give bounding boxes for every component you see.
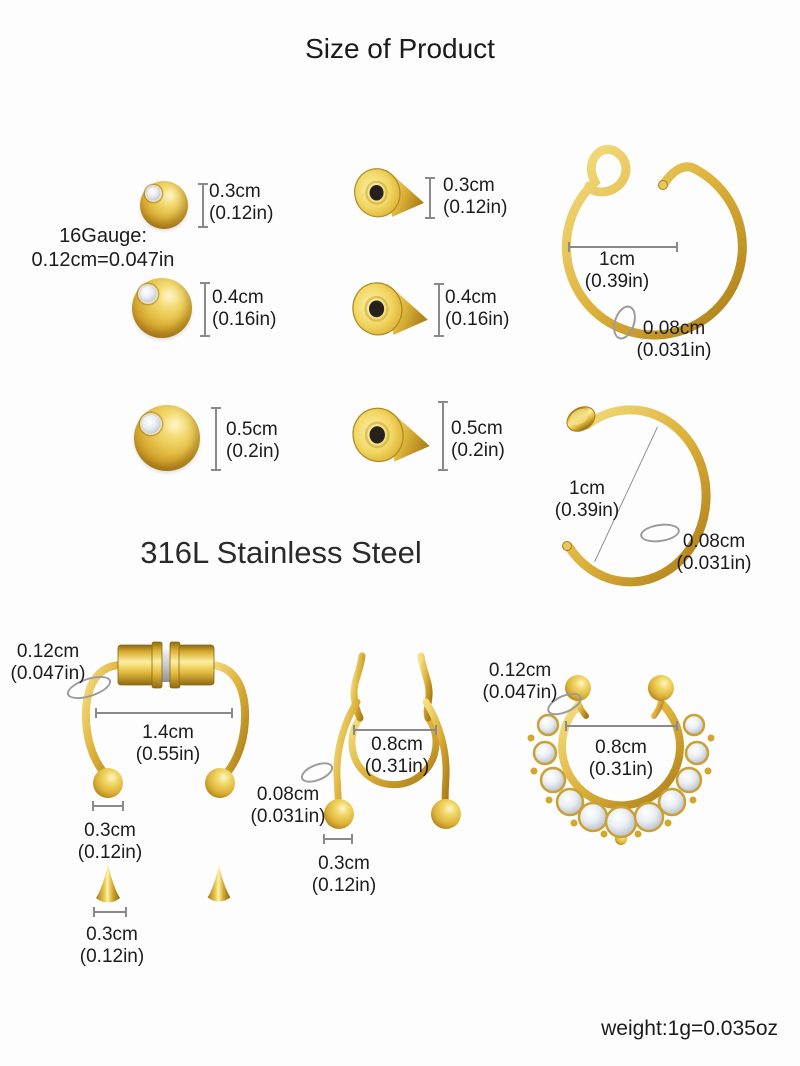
cone-large-size-inch: (0.2in) xyxy=(451,440,505,462)
cone-small-size-label xyxy=(443,175,507,220)
hoop-mid-wire-inch: (0.031in) xyxy=(676,553,752,575)
clip-ball-label xyxy=(299,853,389,898)
ball-large-size-inch: (0.2in) xyxy=(226,441,280,463)
measure-line-clip-inner xyxy=(353,729,437,731)
measure-line-cone-large xyxy=(442,401,444,471)
cone-medium xyxy=(348,277,432,339)
cone-large-size-cm: 0.5cm xyxy=(451,418,503,439)
ball-small-size-cm: 0.3cm xyxy=(209,181,261,202)
clip-inner-cm: 0.8cm xyxy=(371,734,423,755)
ball-medium xyxy=(132,278,192,338)
horseshoe-ball-label xyxy=(65,820,155,865)
clip-ball-cm: 0.3cm xyxy=(318,853,370,874)
ball-medium-size-inch: (0.16in) xyxy=(212,309,277,331)
gauge-note-line2: 0.12cm=0.047in xyxy=(31,249,175,272)
spike-base-cm: 0.3cm xyxy=(86,924,138,945)
hoop-mid-wire-cm: 0.08cm xyxy=(682,531,746,552)
magnetic-horseshoe-ring xyxy=(78,633,248,808)
measure-line-horseshoe-ball xyxy=(92,805,124,807)
horseshoe-wire-cm: 0.12cm xyxy=(16,641,80,662)
horseshoe-ball-inch: (0.12in) xyxy=(77,842,143,864)
horseshoe-ball-cm: 0.3cm xyxy=(84,820,136,841)
ball-small-gem-icon xyxy=(147,187,160,200)
material-label: 316L Stainless Steel xyxy=(140,535,422,570)
gauge-note xyxy=(14,224,192,273)
hoop-top-diameter-cm: 1cm xyxy=(599,249,635,270)
hoop-mid-wire-label xyxy=(669,531,759,576)
cone-large-size-label xyxy=(451,418,505,463)
ball-medium-size-label xyxy=(212,287,276,332)
measure-line-horseshoe-width xyxy=(95,712,233,714)
ball-small-size-inch: (0.12in) xyxy=(209,203,274,225)
hoop-top-wire-label xyxy=(629,318,719,363)
measure-line-spike-base xyxy=(93,911,127,913)
cone-large xyxy=(348,397,434,471)
clip-wire-cm: 0.08cm xyxy=(256,784,320,805)
measure-line-jeweled-inner xyxy=(565,725,678,727)
clip-inner-label xyxy=(352,734,442,779)
cone-small-size-cm: 0.3cm xyxy=(443,175,495,196)
jeweled-inner-cm: 0.8cm xyxy=(595,737,647,758)
horseshoe-wire-inch: (0.047in) xyxy=(10,663,86,685)
hoop-mid-diameter-inch: (0.39in) xyxy=(554,500,620,522)
measure-line-cone-medium xyxy=(438,283,440,337)
spike-base-label xyxy=(67,924,157,969)
spike-cone-left xyxy=(88,862,128,904)
clip-wire-inch: (0.031in) xyxy=(250,806,326,828)
hoop-top-diameter-label xyxy=(572,249,662,294)
ball-large xyxy=(134,405,200,471)
jeweled-wire-label xyxy=(475,660,565,705)
measure-line-ball-large xyxy=(215,407,217,471)
page-title: Size of Product xyxy=(305,33,495,64)
ball-large-size-label xyxy=(226,419,280,464)
jeweled-inner-label xyxy=(576,737,666,782)
ball-medium-size-cm: 0.4cm xyxy=(212,287,264,308)
jeweled-wire-cm: 0.12cm xyxy=(488,660,552,681)
jeweled-inner-inch: (0.31in) xyxy=(588,759,654,781)
ball-small-size-label xyxy=(209,181,273,226)
measure-line-clip-ball xyxy=(323,838,353,840)
clip-inner-inch: (0.31in) xyxy=(364,756,430,778)
clip-ball-inch: (0.12in) xyxy=(311,875,377,897)
gauge-note-line1: 16Gauge: xyxy=(59,225,147,247)
ball-large-size-cm: 0.5cm xyxy=(226,419,278,440)
hoop-mid-diameter-label xyxy=(542,478,632,523)
measure-line-cone-small xyxy=(429,177,431,219)
horseshoe-width-cm: 1.4cm xyxy=(142,722,194,743)
cone-medium-size-inch: (0.16in) xyxy=(445,309,510,331)
spike-cone-right xyxy=(200,863,238,903)
horseshoe-width-label xyxy=(123,722,213,767)
hoop-mid-diameter-cm: 1cm xyxy=(569,478,605,499)
measure-line-ball-medium xyxy=(204,282,206,337)
hoop-top-wire-inch: (0.031in) xyxy=(636,340,712,362)
cone-small-size-inch: (0.12in) xyxy=(443,197,508,219)
clip-wire-label xyxy=(243,784,333,829)
measure-line-ball-small xyxy=(202,183,204,228)
weight-label: weight:1g=0.035oz xyxy=(601,1017,778,1040)
cone-medium-size-label xyxy=(445,287,509,332)
cone-medium-size-cm: 0.4cm xyxy=(445,287,497,308)
hoop-top-diameter-inch: (0.39in) xyxy=(584,271,650,293)
ball-medium-gem-icon xyxy=(140,286,156,302)
ball-small xyxy=(140,181,188,229)
hoop-top-wire-cm: 0.08cm xyxy=(642,318,706,339)
horseshoe-width-inch: (0.55in) xyxy=(135,744,201,766)
measure-line-hoop-top-diameter xyxy=(568,246,678,248)
ball-large-gem-icon xyxy=(142,415,160,433)
cone-small xyxy=(350,164,428,220)
horseshoe-wire-label xyxy=(3,641,93,686)
spike-base-inch: (0.12in) xyxy=(79,946,145,968)
jeweled-wire-inch: (0.047in) xyxy=(482,682,558,704)
